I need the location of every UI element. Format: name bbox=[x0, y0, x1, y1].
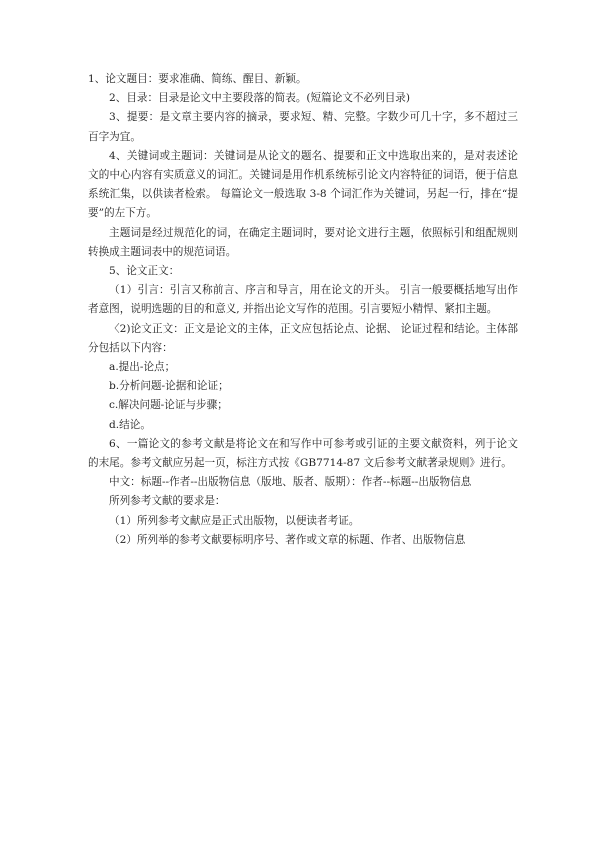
item-5-body-heading: 5、论文正文： bbox=[109, 265, 180, 278]
introduction-paragraph: （1）引言：引言又称前言、序言和导言，用在论文的开头。 引言一般要概括地写出作者意图，说明选题的目的和意义, 并指出论文写作的范围。引言要短小精悍、紧扣主题。 bbox=[88, 284, 518, 316]
item-1-title: 1、论文题目：要求准确、简练、醒目、新颖。 bbox=[88, 73, 307, 85]
list-item-b: b.分析问题-论据和论证； bbox=[109, 380, 229, 393]
subject-terms-paragraph: 主题词是经过规范化的词，在确定主题词时，要对论文进行主题，依照标引和组配规则转换成主题词表中的规范词语。 bbox=[88, 226, 518, 258]
item-2-toc: 2、目录：目录是论文中主要段落的简表。(短篇论文不必列目录) bbox=[109, 92, 411, 105]
item-4-keywords: 4、关键词或主题词：关键词是从论文的题名、提要和正文中选取出来的，是对表述论文的中心内容有实质意义的词汇。关键词是用作机系统标引论文内容特征的词语，便于信息系统汇集，以供读者检索。 每篇论文一般选取 3-8 个词汇作为关键词，另起一行，排在“提要”的左下方。 bbox=[88, 149, 518, 220]
list-item-a: a.提出-论点； bbox=[109, 361, 176, 374]
list-item-d: d.结论。 bbox=[109, 418, 151, 431]
reference-requirement-1: （1）所列参考文献应是正式出版物，以便读者考证。 bbox=[109, 514, 360, 527]
list-item-c: c.解决问题-论证与步骤； bbox=[109, 399, 228, 412]
reference-requirement-2: （2）所列举的参考文献要标明序号、著作或文章的标题、作者、出版物信息 bbox=[109, 533, 466, 546]
reference-format-chinese: 中文：标题--作者--出版物信息（版地、版者、版期）：作者--标题--出版物信息 bbox=[109, 476, 472, 489]
item-3-abstract: 3、提要：是文章主要内容的摘录，要求短、精、完整。字数少可几十字，多不超过三百字为宜。 bbox=[88, 111, 518, 143]
document-body bbox=[88, 70, 518, 550]
reference-requirements-heading: 所列参考文献的要求是： bbox=[109, 495, 226, 508]
main-text-paragraph: 〈2)论文正文：正文是论文的主体，正文应包括论点、论据、 论证过程和结论。主体部分包括以下内容： bbox=[88, 322, 518, 354]
item-6-references: 6、一篇论文的参考文献是将论文在和写作中可参考或引证的主要文献资料，列于论文的末尾。参考文献应另起一页，标注方式按《GB7714-87 文后参考文献著录规则》进行。 bbox=[88, 437, 518, 470]
